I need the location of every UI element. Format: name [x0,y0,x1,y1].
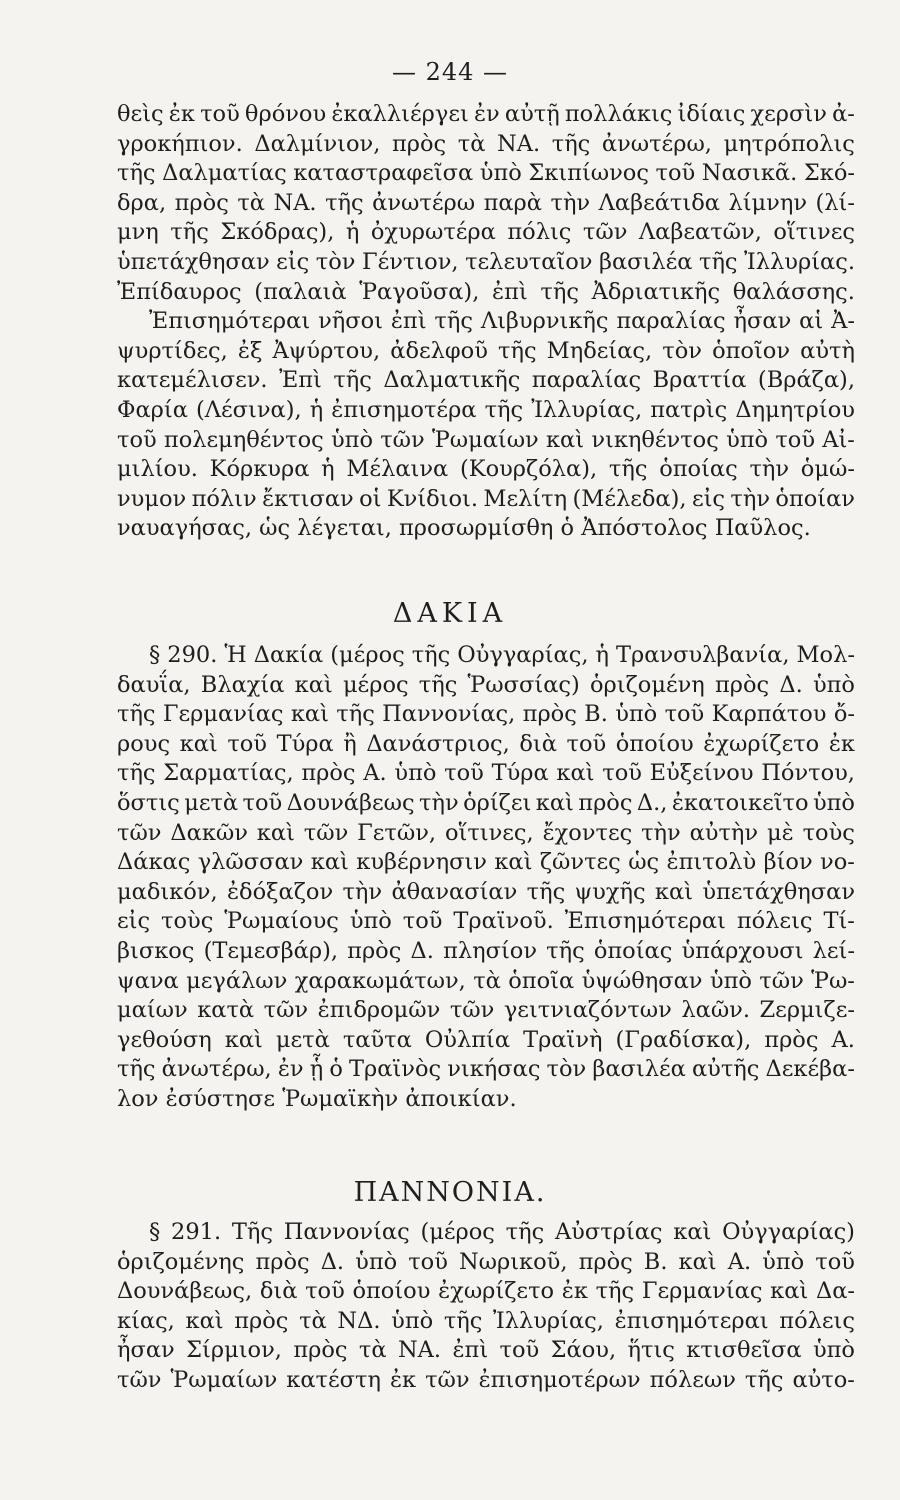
text-line: βισκος (Τεμεσβάρ), πρὸς Δ. πλησίον τῆς ὁποίας ὑπάρχουσι λεί- [117,937,855,964]
text-line: ἦσαν Σίρμιον, πρὸς τὰ ΝΑ. ἐπὶ τοῦ Σάου, ἥτις κτισθεῖσα ὑπὸ [117,1337,855,1364]
text-line: ρους καὶ τοῦ Τύρα ἢ Δανάστριος, διὰ τοῦ ὁποίου ἐχωρίζετο ἐκ [117,730,855,757]
paragraph-illyria-continued [117,100,855,544]
text-line: δρα, πρὸς τὰ ΝΑ. τῆς ἀνωτέρω παρὰ τὴν Λαβεάτιδα λίμνην (λί- [117,189,855,216]
text-line: § 290. Ἡ Δακία (μέρος τῆς Οὐγγαρίας, ἡ Τρανσυλβανία, Μολ- [149,642,855,668]
section-heading-pannonia: ΠΑΝΝΟΝΙΑ. [353,1177,547,1208]
paragraph-section-291 [117,1218,855,1396]
text-line: μαίων κατὰ τῶν ἐπιδρομῶν τῶν γειτνιαζόντων λαῶν. Ζερμιζε- [117,997,855,1024]
text-line: μαδικόν, ἐδόξαζον τὴν ἀθανασίαν τῆς ψυχῆς καὶ ὑπετάχθησαν [117,878,855,905]
text-line: νυμον πόλιν ἔκτισαν οἱ Κνίδιοι. Μελίτη (Μέλεδα), εἰς τὴν ὁποίαν [117,485,855,512]
text-line: τῆς ἀνωτέρω, ἐν ᾗ ὁ Τραϊνὸς νικήσας τὸν βασιλέα αὐτῆς Δεκέβα- [117,1056,855,1083]
text-line: Δουνάβεως, διὰ τοῦ ὁποίου ἐχωρίζετο ἐκ τῆς Γερμανίας καὶ Δα- [117,1278,855,1305]
text-line: ὁριζομένης πρὸς Δ. ὑπὸ τοῦ Νωρικοῦ, πρὸς Β. καὶ Α. ὑπὸ τοῦ [117,1248,855,1275]
text-line: § 291. Τῆς Παννονίας (μέρος τῆς Αὐστρίας καὶ Οὐγγαρίας) [149,1219,855,1245]
page-number: — 244 — [391,58,509,86]
text-line: δαυΐα, Βλαχία καὶ μέρος τῆς Ῥωσσίας) ὁριζομένη πρὸς Δ. ὑπὸ [117,671,855,698]
text-line: κίας, καὶ πρὸς τὰ ΝΔ. ὑπὸ τῆς Ἰλλυρίας, ἐπισημότεραι πόλεις [117,1307,855,1334]
text-line: ναυαγήσας, ὡς λέγεται, προσωρμίσθη ὁ Ἀπόστολος Παῦλος. [117,515,811,542]
text-line: κατεμέλισεν. Ἐπὶ τῆς Δαλματικῆς παραλίας Βραττία (Βράζα), [117,367,855,394]
section-heading-dakia: ΔΑΚΙΑ [392,598,508,629]
text-line: ψανα μεγάλων χαρακωμάτων, τὰ ὁποῖα ὑψώθησαν ὑπὸ τῶν Ῥω- [117,967,855,994]
text-line: ὑπετάχθησαν εἰς τὸν Γέντιον, τελευταῖον βασιλέα τῆς Ἰλλυρίας. [117,248,855,275]
text-line: τῶν Ῥωμαίων κατέστη ἐκ τῶν ἐπισημοτέρων πόλεων τῆς αὐτο- [117,1366,855,1393]
text-line: ψυρτίδες, ἐξ Ἀψύρτου, ἀδελφοῦ τῆς Μηδείας, τὸν ὁποῖον αὐτὴ [117,337,855,364]
text-line: ὅστις μετὰ τοῦ Δουνάβεως τὴν ὁρίζει καὶ πρὸς Δ., ἐκατοικεῖτο ὑπὸ [117,789,855,816]
text-line: θεὶς ἐκ τοῦ θρόνου ἐκαλλιέργει ἐν αὐτῇ πολλάκις ἰδίαις χερσὶν ἀ- [117,101,855,127]
text-line: μνη τῆς Σκόδρας), ἡ ὀχυρωτέρα πόλις τῶν Λαβεατῶν, οἵτινες [117,219,855,246]
text-line: γροκήπιον. Δαλμίνιον, πρὸς τὰ ΝΑ. τῆς ἀνωτέρω, μητρόπολις [117,130,855,157]
text-line: εἰς τοὺς Ῥωμαίους ὑπὸ τοῦ Τραϊνοῦ. Ἐπισημότεραι πόλεις Τί- [117,908,855,935]
text-line: μιλίου. Κόρκυρα ἡ Μέλαινα (Κουρζόλα), τῆς ὁποίας τὴν ὁμώ- [117,456,855,483]
text-line: λον ἐσύστησε Ῥωμαϊκὴν ἀποικίαν. [117,1085,517,1112]
text-line: τοῦ πολεμηθέντος ὑπὸ τῶν Ῥωμαίων καὶ νικηθέντος ὑπὸ τοῦ Αἰ- [117,426,855,453]
text-line: τῆς Δαλματίας καταστραφεῖσα ὑπὸ Σκιπίωνος τοῦ Νασικᾶ. Σκό- [117,160,855,187]
text-line: γεθούση καὶ μετὰ ταῦτα Οὐλπία Τραϊνὴ (Γραδίσκα), πρὸς Α. [117,1026,855,1053]
text-line: τῆς Σαρματίας, πρὸς Α. ὑπὸ τοῦ Τύρα καὶ τοῦ Εὐξείνου Πόντου, [117,760,855,787]
text-line: τῶν Δακῶν καὶ τῶν Γετῶν, οἵτινες, ἔχοντες τὴν αὐτὴν μὲ τοὺς [117,819,855,846]
paragraph-section-290 [117,641,855,1115]
text-line: τῆς Γερμανίας καὶ τῆς Παννονίας, πρὸς Β. ὑπὸ τοῦ Καρπάτου ὄ- [117,701,855,728]
text-line: Φαρία (Λέσινα), ἡ ἐπισημοτέρα τῆς Ἰλλυρίας, πατρὶς Δημητρίου [117,396,855,423]
text-line: Δάκας γλῶσσαν καὶ κυβέρνησιν καὶ ζῶντες ὡς ἐπιτολὺ βίον νο- [117,849,855,876]
text-line: Ἐπισημότεραι νῆσοι ἐπὶ τῆς Λιβυρνικῆς παραλίας ἦσαν αἱ Ἀ- [149,308,855,335]
text-line: Ἐπίδαυρος (παλαιὰ Ῥαγοῦσα), ἐπὶ τῆς Ἀδριατικῆς θαλάσσης. [117,278,855,305]
